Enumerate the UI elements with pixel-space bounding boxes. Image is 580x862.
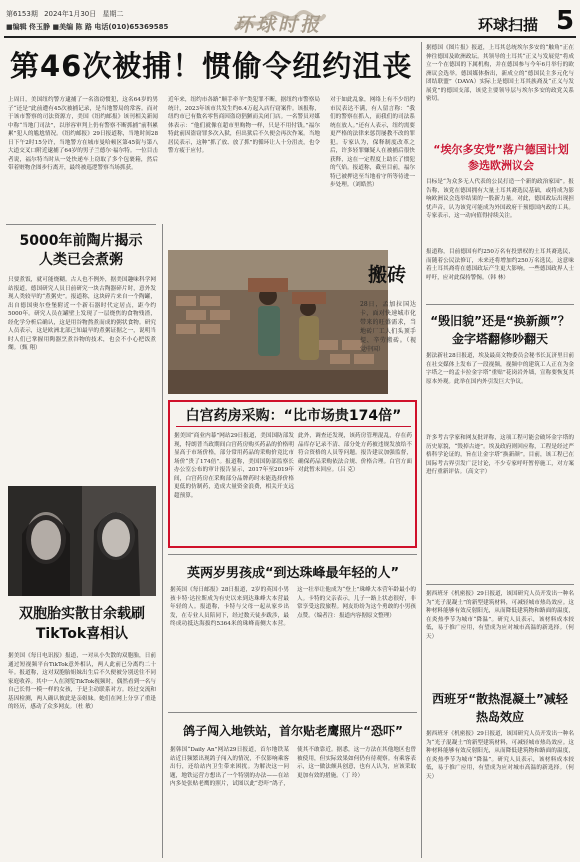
issue-date: 2024年1月30日 <box>44 10 97 18</box>
divider-left-vertical <box>162 224 163 858</box>
editor-info: ■编辑 佟玉静 ■美编 陈 路 电话(010)65369585 <box>6 23 169 31</box>
right-body-4: 许多考古学家和网友批评称，这项工程可能会破坏金字塔的历史原貌，“毁掉古迹”。埃及政府则回应称，工程是经过严格科学论证的，旨在让金字塔“换新颜”。目前，该工程已在国际考古界引发广泛讨论，不少专家呼吁暂停施工，对方案进行重新评估。（高文宇） <box>426 435 574 475</box>
twins-photo <box>8 486 156 596</box>
right-headline-3: 西班牙“散热混凝土”减轻热岛效应 <box>432 692 568 724</box>
masthead <box>0 0 580 40</box>
issue-number: 第6153期 <box>6 10 38 18</box>
page-number: 5 <box>556 6 575 36</box>
right-intro: 据德国《图片报》报道，上耳其总统埃尔多安的“触角”正在伸往德国及欧洲政坛。其领导的土耳其“正义与发展党”将成立一个在德国的下属机构，并在德国参与今年6月举行的欧洲议会选举。德国媒体指出，新成立的“德国民主多元化与团结联盟”（DAVA）实际上是德国土耳其族裔及“正义与发展党”的德国支部，该党主要领导层与埃尔多安的政党关系密切。 <box>426 45 574 102</box>
toddler-body: 据英国《每日邮报》28日报道，2岁的英国小男孩卡特·达拉斯成为有史以来到达珠峰大本营最年轻的人。报道称，卡特与父母一起从家乡出发，在专业人员陪同下，经过数天徒步跋涉，最终成功抵达海拔约5364米的珠峰南侧大本营。这一壮举让他成为“登上”珠峰大本营年龄最小的人。卡特的父亲表示，儿子一路上状态很好，非常享受这段旅程。网友纷纷为这个勇敢的小男孩点赞。（编者注：报道内容据原文整理） <box>170 587 416 627</box>
photo-story-caption: 28日，孟加拉国达卡，面对快速城市化带来的旺盛需求，当地砖厂工人们头顶手提、辛劳搬砖。（视觉中国） <box>360 301 416 353</box>
right-body-6: 据西班牙《机密报》29日报道，该国研究人员开发出一种名为“光子混凝土”的新型建筑材料，可减轻城市热岛效应。这种材料能够有效反射阳光，从而降低建筑物和路面的温度，在炎热季节为城市“降温”。研究人员表示，该材料成本较低，易于推广应用，有望成为应对城市高温的新选择。（何 天） <box>426 731 574 780</box>
lead-col-2: 近年来，纽约市各路“顺手牵羊”类犯罪不断，据纽约市警察局统计，2023年该市共发生约6.4万起入店行窃案件。该报称，纽约市已有数名零售商因盗窃猖獗而关闭门店。一名警员对媒体表示：“他们就像在超市里购物一样，只是不用付钱。”福尔特此前因盗窃罪多次入狱，但出狱后不久便会再次作案。当地居民表示，这种“抓了放、放了抓”的循环让人十分沮丧，也令警方疲于应付。 <box>168 97 320 154</box>
toddler-headline: 英两岁男孩成“到达珠峰最年轻的人” <box>186 566 400 581</box>
masthead-rule <box>4 36 576 38</box>
right-headline-1: “埃尔多安党”落户德国计划参选欧洲议会 <box>433 143 569 172</box>
right-body-5: 据西班牙《机密报》29日报道，该国研究人员开发出一种名为“光子混凝土”的新型建筑材料，可减轻城市热岛效应。这种材料能够有效反射阳光，从而降低建筑物和路面的温度，在炎热季节为城市“降温”。研究人员表示，该材料成本较低，易于推广应用，有望成为应对城市高温的新选择。（何 天） <box>426 591 574 640</box>
pigeon-body: 据韩国“Daily An”网站29日报道，首尔地铁某站近日频繁出现鸽子闯入的情况，不仅影响乘客出行，还给站内卫生带来困扰。为解决这一问题，地铁运营方想出了一个特别的办法——在站内多处张贴老鹰的照片，试图以此“恐吓”鸽子，使其不敢靠近。据悉，这一方法在其他地区也曾被使用，但实际效果如何仍有待观察。有乘客表示，这一做法颇具创意，也有人认为，应该采取更加有效的措施。（丁 玲） <box>170 747 416 787</box>
brick-workers-image-icon <box>168 250 388 394</box>
brick-photo <box>168 250 388 394</box>
photo-story-title: 搬砖 <box>368 264 407 286</box>
left-story-1-body: 只要煮饭，就可能烧糊。古人也不例外，据美国趣味科学网站报道，德国研究人员日前研究一块古陶器碎片时，意外发现人类较早的“煮粥史”。报道称，这块碎片来自一个陶罐，出自德国奥尔登堡附近一个新石器时代定居点，距今约5000年。研究人员在罐壁上发现了一层烧焦的食物残渣，经化学分析后确认，这是用谷物熬煮而成的粥状食物。研究人员表示，这是欧洲北部已知最早的煮粥证据之一，说明当时人们已掌握用陶器烹煮谷物的技术，也会不小心把饭煮煳。（甄 翔） <box>8 277 156 351</box>
right-body-3: 据法新社28日报道，埃及最高文物委员会秘书长瓦济里日前在社交媒体上发布了一段视频，视频中的建筑工人正在为金字塔之一的孟卡拉金字塔“重贴”花岗岩外墙，宣称要恢复其原本外观。此举在国内外引发巨大争议。 <box>426 353 574 385</box>
right-body-1: 目标是“为众多无人代表的公民打造一个新的政治家园”。报告称，该党在德国拥有大量土耳其裔选民基础，或将成为影响欧洲议会选举结果的一股新力量。对此，德国政坛出现担忧声音，认为该党可能成为外国政府干预德国内政的工具。专家表示，这一动向值得持续关注。 <box>426 179 574 219</box>
lead-headline: 第46次被捕！惯偷令纽约沮丧 <box>10 49 413 83</box>
divider-lead-right <box>421 42 422 858</box>
pigeon-headline: 鸽子闯入地铁站，首尔贴老鹰照片“恐吓” <box>183 724 403 738</box>
masthead-logo <box>232 6 328 34</box>
left-story-1-headline: 5000年前陶片揭示人类已会煮粥 <box>19 233 143 268</box>
section-title: 环球扫描 <box>478 16 539 34</box>
divider-mid-1 <box>168 554 417 555</box>
divider-mid-2 <box>168 712 417 713</box>
twins-image-icon <box>8 486 156 596</box>
right-headline-2: “毁旧貌”还是“换新颜”？金字塔翻修吵翻天 <box>430 314 570 346</box>
featured-body-1: 据美国“商业内幕”网站29日报道，美国国防部发现，特朗普当政期间白宫药房购买药品的价格明显高于市场价格，部分常用药品的采购价竟比市场价“贵了174倍”。报道称，美国国防部监察长办公室公布的审计报告显示，2017年至2019年间，白宫药房在采购部分品牌药时未能选择价格更低的仿制药，造成大量资金浪费，相关开支远超预算。 <box>174 433 294 499</box>
lead-col-1: 上周日，美国纽约警方逮捕了一名盗窃惯犯，这名64岁的男子“还是”此前遭有45次被捕记录，是当地警局的常客。而对于该市警察的司法资源方，美国《纽约邮报》该刊相关新闻中称“当地门司法”，以形容审判上仍有警察不断抓捕“前科累累”犯人的尴尬情况。《纽约邮报》29日报道称，当地时间28日下午2时15分许，当地警方在城市曼哈顿区第45街与第八大道交叉口附近逮捕了64岁的男子兰德尔·福尔特。一位目击者说，福尔特当时从一处快递车上窃取了多个包裹箱，然后带着赃物企图步行离开，最终被巡逻警察当场抓获。 <box>8 97 158 171</box>
lead-col-3: 对于如此乱象，网络上有不少纽约市民表达不满，有人留言称：“我们的警察在抓人，而我们的司法系统在放人。”还有人表示，纽约需要更严格的法律来惩罚屡教不改的罪犯。专家认为，保释制度改革之后，许多轻罪嫌疑人在被捕后很快获释，这在一定程度上助长了惯犯的气焰。报道称，截至目前，福尔特已被押送至当地看守所等待进一步处理。（刘皓然） <box>330 97 415 188</box>
featured-headline: 白宫药房采购：“比市场贵174倍” <box>185 408 402 424</box>
logo-text: 环球时报 <box>234 14 323 36</box>
issue-weekday: 星期二 <box>102 10 124 18</box>
right-body-2: 报道称，目前德国有约250万名有投票权的土耳其裔选民，而随着公民法修订，未来还将增加约250万名选民。这意味着土耳其裔将在德国政坛产生更大影响。一些德国政界人士呼吁，应对此保持警惕。（韩 林） <box>426 249 574 281</box>
featured-body-2: 此外，调查还发现，该药房管理混乱，存在药品库存记录不清、部分处方药被违规发放给不符合资格的人员等问题。报告建议加强监督，确保药品采购依法合规、价格合理。白宫方面对此暂未回应。（吕 克） <box>298 433 412 473</box>
divider-right-1 <box>426 304 574 305</box>
left-story-2-body: 据美国《每日电讯报》报道，一对从小失散的双胞胎，日前通过短视频平台TikTok意外相认，两人此前已分离约二十年。报道称，这对双胞胎姐妹出生后不久便被分别送往不同家庭收养。其中一人在浏览TikTok视频时，偶然看到一名与自己长得一模一样的女孩，于是主动联系对方。经过交流和基因检测，两人确认彼此是亲姐妹。她们在网上分享了重逢的经历，感动了众多网友。（杜 敏） <box>8 653 156 710</box>
left-story-2-headline: 双胞胎实散甘余载刷TikTok喜相认 <box>19 606 145 642</box>
divider-right-2 <box>426 584 574 585</box>
featured-underline <box>176 426 411 427</box>
divider-left-1 <box>6 224 156 225</box>
issue-info <box>6 9 123 19</box>
